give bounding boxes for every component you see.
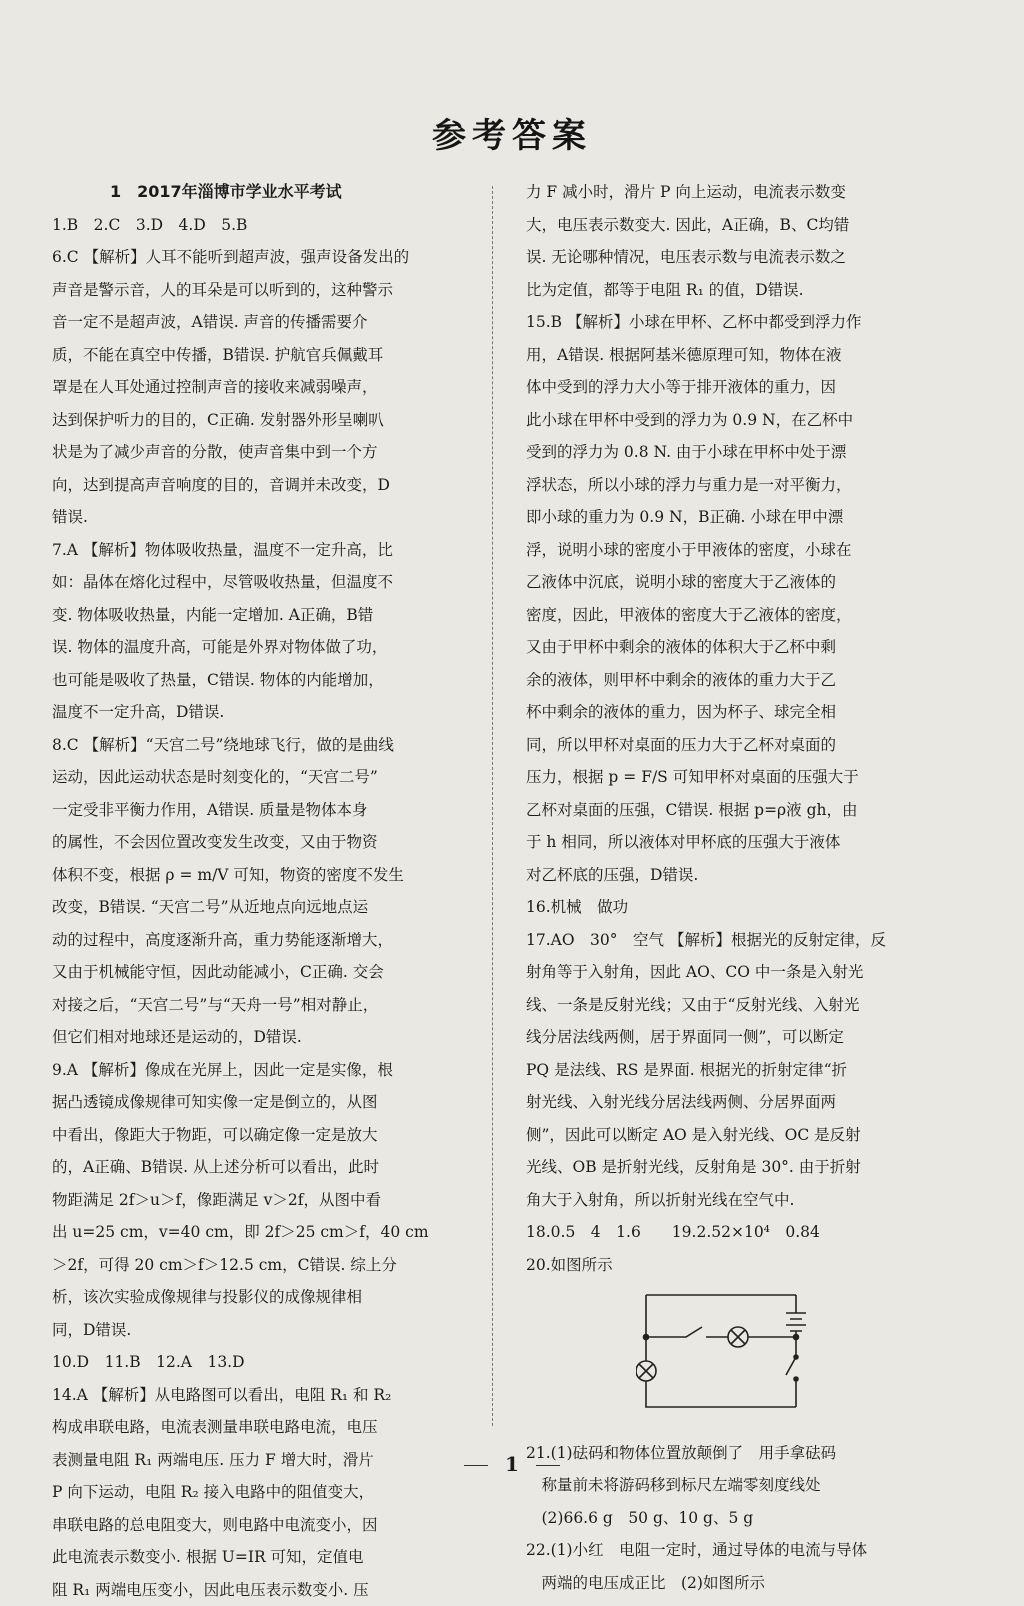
right-answer-lines-top xyxy=(526,176,948,1281)
answer-line: 又由于机械能守恒，因此动能减小，C正确. 交会 xyxy=(52,956,472,989)
answer-line: 角大于入射角，所以折射光线在空气中. xyxy=(526,1184,948,1217)
answer-line: 线、一条是反射光线；又由于“反射光线、入射光 xyxy=(526,989,948,1022)
answer-line: 运动，因此运动状态是时刻变化的，“天宫二号” xyxy=(52,761,472,794)
answer-line: 构成串联电路，电流表测量串联电路电流，电压 xyxy=(52,1411,472,1444)
answer-line: 此电流表示数变小. 根据 U=IR 可知，定值电 xyxy=(52,1541,472,1574)
answer-line: 向，达到提高声音响度的目的，音调并未改变，D xyxy=(52,469,472,502)
answer-line: 出 u=25 cm，v=40 cm，即 2f＞25 cm＞f，40 cm xyxy=(52,1216,472,1249)
answer-line: 但它们相对地球还是运动的，D错误. xyxy=(52,1021,472,1054)
answer-line: 15.B 【解析】小球在甲杯、乙杯中都受到浮力作 xyxy=(526,306,948,339)
answer-line: 据凸透镜成像规律可知实像一定是倒立的，从图 xyxy=(52,1086,472,1119)
answer-line: 10.D 11.B 12.A 13.D xyxy=(52,1346,472,1379)
answer-line: 串联电路的总电阻变大，则电路中电流变小，因 xyxy=(52,1509,472,1542)
answer-line: 射光线、入射光线分居法线两侧、分居界面两 xyxy=(526,1086,948,1119)
answer-line: 改变，B错误. “天宫二号”从近地点向远地点运 xyxy=(52,891,472,924)
answer-line: 21.(1)砝码和物体位置放颠倒了 用手拿砝码 xyxy=(526,1437,948,1470)
answer-line: 侧”，因此可以断定 AO 是入射光线、OC 是反射 xyxy=(526,1119,948,1152)
answer-line: 浮状态，所以小球的浮力与重力是一对平衡力， xyxy=(526,469,948,502)
answer-line: 8.C 【解析】“天宫二号”绕地球飞行，做的是曲线 xyxy=(52,729,472,762)
answer-line: 对接之后，“天宫二号”与“天舟一号”相对静止， xyxy=(52,989,472,1022)
answer-line: 的属性，不会因位置改变发生改变，又由于物资 xyxy=(52,826,472,859)
answer-line: 的，A正确、B错误. 从上述分析可以看出，此时 xyxy=(52,1151,472,1184)
answer-line: 音一定不是超声波，A错误. 声音的传播需要介 xyxy=(52,306,472,339)
answer-line: 用，A错误. 根据阿基米德原理可知，物体在液 xyxy=(526,339,948,372)
answer-line: 质，不能在真空中传播，B错误. 护航官兵佩戴耳 xyxy=(52,339,472,372)
answer-line: 误. 物体的温度升高，可能是外界对物体做了功， xyxy=(52,631,472,664)
answer-line: 9.A 【解析】像成在光屏上，因此一定是实像，根 xyxy=(52,1054,472,1087)
answer-line: 射角等于入射角，因此 AO、CO 中一条是入射光 xyxy=(526,956,948,989)
answer-line: 18.0.5 4 1.6 19.2.52×10⁴ 0.84 xyxy=(526,1216,948,1249)
answer-line: 同，D错误. xyxy=(52,1314,472,1347)
answer-line: 对乙杯底的压强，D错误. xyxy=(526,859,948,892)
answer-line: 也可能是吸收了热量，C错误. 物体的内能增加， xyxy=(52,664,472,697)
section-title: 1 2017年淄博市学业水平考试 xyxy=(110,176,472,209)
answer-line: 表测量电阻 R₁ 两端电压. 压力 F 增大时，滑片 xyxy=(52,1444,472,1477)
answer-line: 乙液体中沉底，说明小球的密度大于乙液体的 xyxy=(526,566,948,599)
answer-line: 温度不一定升高，D错误. xyxy=(52,696,472,729)
answer-line: 1.B 2.C 3.D 4.D 5.B xyxy=(52,209,472,242)
answer-line: 6.C 【解析】人耳不能听到超声波，强声设备发出的 xyxy=(52,241,472,274)
answer-line: 阻 R₁ 两端电压变小，因此电压表示数变小. 压 xyxy=(52,1574,472,1606)
answer-line: 17.AO 30° 空气 【解析】根据光的反射定律，反 xyxy=(526,924,948,957)
answer-line: 又由于甲杯中剩余的液体的体积大于乙杯中剩 xyxy=(526,631,948,664)
page-footer xyxy=(0,1452,1024,1476)
left-answer-lines xyxy=(52,209,472,1606)
answer-line: 中看出，像距大于物距，可以确定像一定是放大 xyxy=(52,1119,472,1152)
answer-line: 同，所以甲杯对桌面的压力大于乙杯对桌面的 xyxy=(526,729,948,762)
answer-line: 此小球在甲杯中受到的浮力为 0.9 N，在乙杯中 xyxy=(526,404,948,437)
answer-line: 状是为了减少声音的分散，使声音集中到一个方 xyxy=(52,436,472,469)
answer-line: 压力，根据 p = F/S 可知甲杯对桌面的压强大于 xyxy=(526,761,948,794)
answer-line: 体积不变，根据 ρ = m/V 可知，物资的密度不发生 xyxy=(52,859,472,892)
answer-line: 声音是警示音，人的耳朵是可以听到的，这种警示 xyxy=(52,274,472,307)
answer-line: 即小球的重力为 0.9 N，B正确. 小球在甲中漂 xyxy=(526,501,948,534)
answer-line: 称量前未将游码移到标尺左端零刻度线处 xyxy=(526,1469,948,1502)
footer-dash-right xyxy=(536,1465,560,1466)
answer-line: 物距满足 2f＞u＞f，像距满足 v＞2f，从图中看 xyxy=(52,1184,472,1217)
answer-line: 余的液体，则甲杯中剩余的液体的重力大于乙 xyxy=(526,664,948,697)
left-column xyxy=(52,176,472,1606)
right-column xyxy=(526,176,948,1599)
footer-dash-left xyxy=(464,1465,488,1466)
answer-line: PQ 是法线、RS 是界面. 根据光的折射定律“折 xyxy=(526,1054,948,1087)
answer-line: 浮，说明小球的密度小于甲液体的密度，小球在 xyxy=(526,534,948,567)
answer-line: 误. 无论哪种情况，电压表示数与电流表示数之 xyxy=(526,241,948,274)
answer-line: 16.机械 做功 xyxy=(526,891,948,924)
answer-line: 7.A 【解析】物体吸收热量，温度不一定升高，比 xyxy=(52,534,472,567)
answer-line: ＞2f，可得 20 cm＞f＞12.5 cm，C错误. 综上分 xyxy=(52,1249,472,1282)
answer-line: 22.(1)小红 电阻一定时，通过导体的电流与导体 xyxy=(526,1534,948,1567)
circuit-diagram xyxy=(636,1287,816,1415)
answer-line: 乙杯对桌面的压强，C错误. 根据 p=ρ液 gh，由 xyxy=(526,794,948,827)
page-title: 参考答案 xyxy=(0,108,1024,157)
page-number: 1 xyxy=(505,1452,519,1476)
answer-line: 光线、OB 是折射光线，反射角是 30°. 由于折射 xyxy=(526,1151,948,1184)
answer-line: 罩是在人耳处通过控制声音的接收来减弱噪声， xyxy=(52,371,472,404)
answer-line: (2)66.6 g 50 g、10 g、5 g xyxy=(526,1502,948,1535)
answer-line: 一定受非平衡力作用，A错误. 质量是物体本身 xyxy=(52,794,472,827)
answer-line: 比为定值，都等于电阻 R₁ 的值，D错误. xyxy=(526,274,948,307)
answer-line: 力 F 减小时，滑片 P 向上运动，电流表示数变 xyxy=(526,176,948,209)
answer-line: 密度，因此，甲液体的密度大于乙液体的密度， xyxy=(526,599,948,632)
answer-line: 动的过程中，高度逐渐升高，重力势能逐渐增大， xyxy=(52,924,472,957)
column-divider xyxy=(492,186,493,1426)
answer-line: 杯中剩余的液体的重力，因为杯子、球完全相 xyxy=(526,696,948,729)
answer-line: 变. 物体吸收热量，内能一定增加. A正确，B错 xyxy=(52,599,472,632)
answer-line: 受到的浮力为 0.8 N. 由于小球在甲杯中处于漂 xyxy=(526,436,948,469)
answer-line: 错误. xyxy=(52,501,472,534)
answer-line: 线分居法线两侧，居于界面同一侧”，可以断定 xyxy=(526,1021,948,1054)
answer-line: 析，该次实验成像规律与投影仪的成像规律相 xyxy=(52,1281,472,1314)
answer-line: 体中受到的浮力大小等于排开液体的重力，因 xyxy=(526,371,948,404)
answer-line: 大，电压表示数变大. 因此，A正确，B、C均错 xyxy=(526,209,948,242)
answer-line: 如：晶体在熔化过程中，尽管吸收热量，但温度不 xyxy=(52,566,472,599)
answer-line: 达到保护听力的目的，C正确. 发射器外形呈喇叭 xyxy=(52,404,472,437)
answer-line: P 向下运动，电阻 R₂ 接入电路中的阻值变大， xyxy=(52,1476,472,1509)
answer-line: 两端的电压成正比 (2)如图所示 xyxy=(526,1567,948,1600)
answer-line: 于 h 相同，所以液体对甲杯底的压强大于液体 xyxy=(526,826,948,859)
answer-line: 20.如图所示 xyxy=(526,1249,948,1282)
answer-line: 14.A 【解析】从电路图可以看出，电阻 R₁ 和 R₂ xyxy=(52,1379,472,1412)
